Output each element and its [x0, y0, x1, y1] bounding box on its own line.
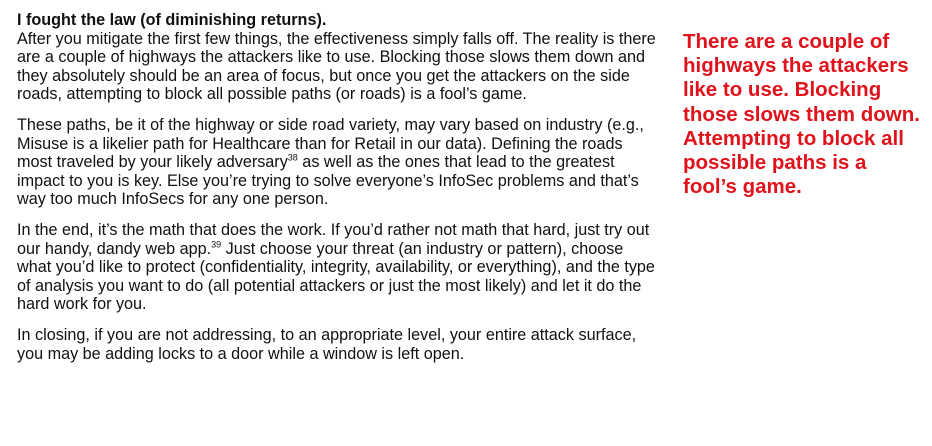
paragraph-3-text-b: Just choose your threat (an industry or pattern), choose what you’d like to protect (confidentiality, integrity, availability, or everything), and the type of analysis you want to do (all potential attackers or just the most likely) and let it do the hard work for you. — [17, 239, 655, 314]
footnote-ref-39: 39 — [211, 239, 222, 250]
section-heading: I fought the law (of diminishing returns). — [17, 11, 327, 29]
paragraph-3 — [17, 221, 657, 314]
paragraph-2-text-b: as well as the ones that lead to the greatest impact to you is key. Else you’re trying to solve everyone’s InfoSec problems and that’s way too much InfoSecs for any one person. — [17, 153, 639, 209]
paragraph-4: In closing, if you are not addressing, to an appropriate level, your entire attack surface, you may be adding locks to a door while a window is left open. — [17, 325, 637, 363]
paragraph-3-text-a: In the end, it’s the math that does the work. If you’d rather not math that hard, just try out our handy, dandy web app. — [17, 220, 650, 258]
first-paragraph-block — [17, 11, 657, 104]
article-body — [17, 11, 657, 375]
paragraph-1: After you mitigate the first few things, the effectiveness simply falls off. The reality is there are a couple of highways the attackers like to use. Blocking those slows them down and they absolutely should be an area of focus, but once you get the attackers on the side roads, attempting to block all possible paths (or roads) is a fool’s game. — [17, 29, 656, 104]
paragraph-2 — [17, 116, 657, 209]
footnote-ref-38: 38 — [287, 152, 298, 163]
paragraph-2-text-a: These paths, be it of the highway or side road variety, may vary based on industry (e.g., Misuse is a likelier path for Healthcare than for Retail in our data). Defining the roads most traveled by your likely adversary — [17, 115, 644, 172]
pull-quote: There are a couple of highways the attackers like to use. Blocking those slows them down. Attempting to block all possible paths is a fool’s game. — [683, 30, 920, 199]
